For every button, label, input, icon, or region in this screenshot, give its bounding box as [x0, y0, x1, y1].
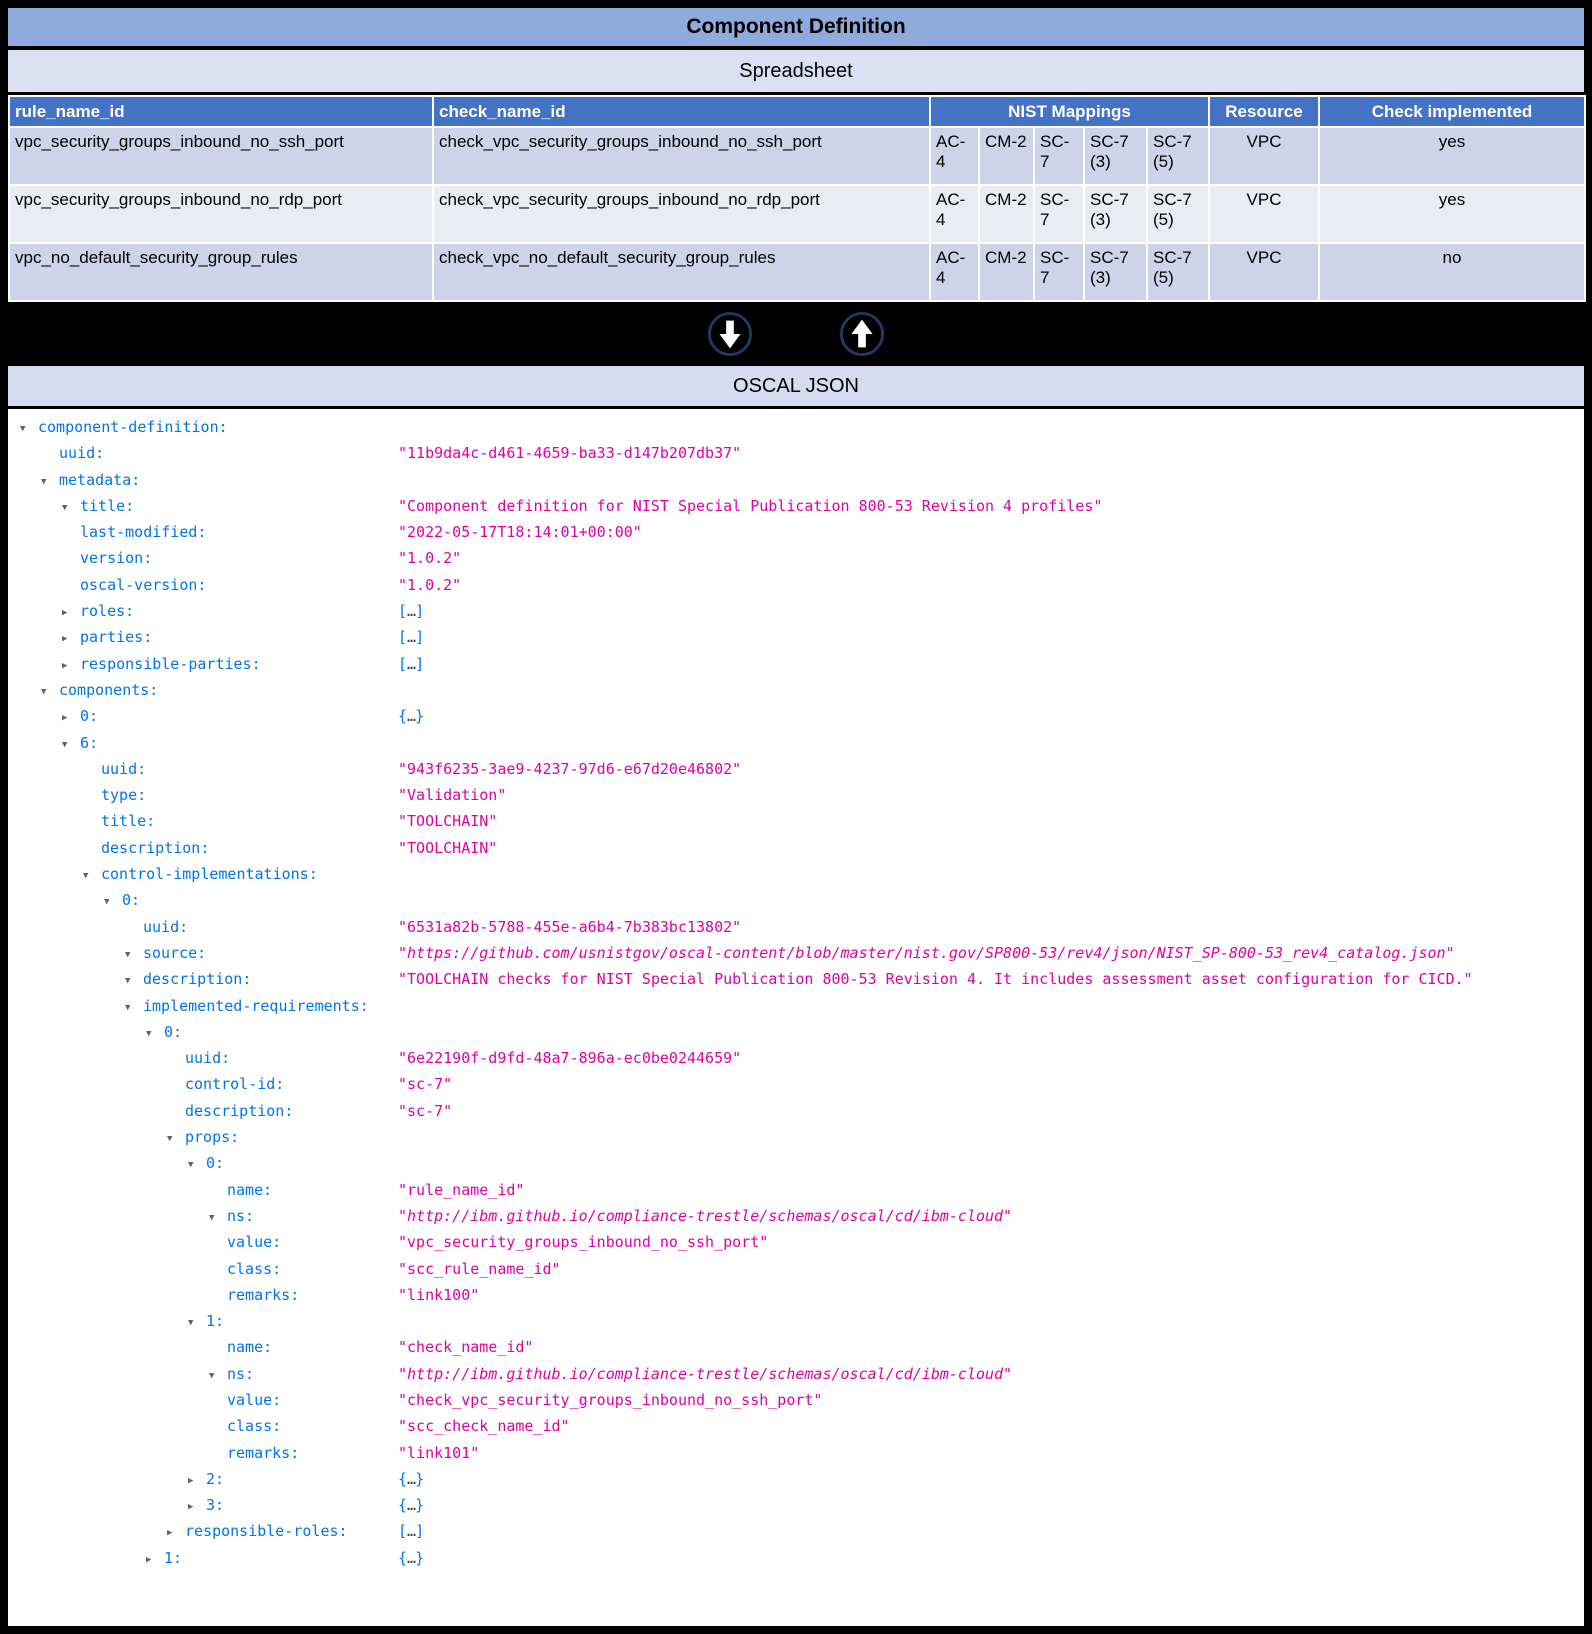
- table-row: [9, 127, 1585, 185]
- json-key: 1:: [206, 1312, 225, 1331]
- expand-twisty-icon[interactable]: ▶: [167, 1528, 173, 1539]
- resource-cell: VPC: [1209, 243, 1319, 301]
- json-value: "11b9da4c-d461-4659-ba33-d147b207db37": [398, 444, 742, 463]
- column-header-resource: Resource: [1209, 96, 1319, 127]
- json-tree-row: [8, 1177, 1584, 1203]
- json-value: "TOOLCHAIN": [398, 812, 498, 831]
- json-key: props:: [185, 1128, 240, 1147]
- json-key: last-modified:: [80, 523, 207, 542]
- nist-mapping-cell: SC-7 (5): [1147, 243, 1209, 301]
- resource-cell: VPC: [1209, 127, 1319, 185]
- json-key: 6:: [80, 733, 99, 752]
- json-value: "https://github.com/usnistgov/oscal-content/blob/master/nist.gov/SP800-53/rev4/json/NIST_SP-800-53_rev4_catalog.json": [398, 943, 1455, 962]
- json-tree-row: [8, 1334, 1584, 1360]
- json-key: 1:: [164, 1548, 183, 1567]
- json-tree-row: [8, 808, 1584, 834]
- json-tree-row: [8, 624, 1584, 650]
- json-tree-row: [8, 1229, 1584, 1255]
- json-value: "http://ibm.github.io/compliance-trestle/schemas/oscal/cd/ibm-cloud": [398, 1206, 1013, 1225]
- json-tree-row: [8, 730, 1584, 756]
- nist-mapping-cell: CM-2: [979, 185, 1034, 243]
- json-key: uuid:: [101, 759, 147, 778]
- json-tree-row: [8, 598, 1584, 624]
- json-tree-row: [8, 440, 1584, 466]
- nist-mapping-cell: SC-7: [1034, 185, 1084, 243]
- json-tree-row: [8, 835, 1584, 861]
- json-tree-row: [8, 545, 1584, 571]
- json-value: "sc-7": [398, 1101, 453, 1120]
- json-value: "link101": [398, 1443, 480, 1462]
- json-key: components:: [59, 680, 159, 699]
- json-key: ns:: [227, 1206, 255, 1225]
- json-key: description:: [101, 838, 210, 857]
- up-arrow-icon: [839, 311, 885, 357]
- json-key: name:: [227, 1180, 273, 1199]
- down-arrow-icon: [707, 311, 753, 357]
- json-key: implemented-requirements:: [143, 996, 369, 1015]
- json-value: "943f6235-3ae9-4237-97d6-e67d20e46802": [398, 759, 742, 778]
- column-header-check-implemented: Check implemented: [1319, 96, 1585, 127]
- nist-mapping-cell: AC-4: [930, 243, 979, 301]
- rule-name-cell: vpc_no_default_security_group_rules: [9, 243, 433, 301]
- expand-twisty-icon[interactable]: ▶: [188, 1502, 194, 1513]
- json-key: title:: [101, 812, 156, 831]
- nist-mapping-cell: CM-2: [979, 127, 1034, 185]
- json-value: "http://ibm.github.io/compliance-trestle/schemas/oscal/cd/ibm-cloud": [398, 1364, 1013, 1383]
- json-tree-row: [8, 1071, 1584, 1097]
- json-tree: [8, 409, 1584, 1626]
- json-key: control-implementations:: [101, 865, 318, 884]
- nist-mapping-cell: AC-4: [930, 185, 979, 243]
- json-key: 0:: [122, 891, 141, 910]
- json-tree-row: [8, 1045, 1584, 1071]
- collapse-twisty-icon[interactable]: ▼: [83, 871, 89, 882]
- json-key: control-id:: [185, 1075, 285, 1094]
- json-key: remarks:: [227, 1443, 300, 1462]
- json-value: "vpc_security_groups_inbound_no_ssh_port": [398, 1233, 769, 1252]
- json-tree-row: [8, 519, 1584, 545]
- json-value: […]: [398, 1522, 425, 1541]
- json-value: "sc-7": [398, 1075, 453, 1094]
- rule-name-cell: vpc_security_groups_inbound_no_ssh_port: [9, 127, 433, 185]
- json-tree-row: [8, 1466, 1584, 1492]
- json-key: 0:: [206, 1154, 225, 1173]
- json-tree-row: [8, 1440, 1584, 1466]
- expand-twisty-icon[interactable]: ▶: [188, 1475, 194, 1486]
- json-tree-row: [8, 651, 1584, 677]
- collapse-twisty-icon[interactable]: ▼: [125, 949, 131, 960]
- collapse-twisty-icon[interactable]: ▼: [20, 424, 26, 434]
- table-header-row: [9, 96, 1585, 127]
- json-tree-row: [8, 1361, 1584, 1387]
- nist-mapping-cell: SC-7 (3): [1084, 243, 1147, 301]
- json-key: parties:: [80, 628, 153, 647]
- expand-twisty-icon[interactable]: ▶: [62, 634, 68, 645]
- collapse-twisty-icon[interactable]: ▼: [209, 1370, 215, 1381]
- json-tree-row: [8, 756, 1584, 782]
- json-value: "Validation": [398, 786, 507, 805]
- nist-mapping-cell: SC-7 (3): [1084, 127, 1147, 185]
- json-key: 0:: [80, 707, 99, 726]
- collapse-twisty-icon[interactable]: ▼: [62, 739, 68, 750]
- nist-mapping-cell: SC-7 (5): [1147, 185, 1209, 243]
- json-tree-row: [8, 1098, 1584, 1124]
- json-tree-row: [8, 1019, 1584, 1045]
- collapse-twisty-icon[interactable]: ▼: [104, 897, 110, 908]
- json-value: "TOOLCHAIN checks for NIST Special Publication 800-53 Revision 4. It includes assessment asset configuration for CICD.": [398, 970, 1473, 989]
- spreadsheet-section-label: Spreadsheet: [8, 50, 1584, 92]
- json-key: source:: [143, 943, 207, 962]
- json-key: 2:: [206, 1469, 225, 1488]
- nist-mapping-cell: SC-7 (5): [1147, 127, 1209, 185]
- json-tree-row: [8, 1545, 1584, 1571]
- json-tree-row: [8, 1282, 1584, 1308]
- json-key: ns:: [227, 1364, 255, 1383]
- json-tree-row: [8, 1413, 1584, 1439]
- json-key: responsible-roles:: [185, 1522, 348, 1541]
- json-tree-row: [8, 1308, 1584, 1334]
- json-tree-row: [8, 1387, 1584, 1413]
- json-key: metadata:: [59, 470, 141, 489]
- json-key: uuid:: [59, 444, 105, 463]
- json-key: type:: [101, 786, 147, 805]
- json-key: roles:: [80, 602, 135, 621]
- column-header-rule-name-id: rule_name_id: [9, 96, 433, 127]
- json-key: 0:: [164, 1022, 183, 1041]
- table-row: [9, 185, 1585, 243]
- json-tree-row: [8, 1150, 1584, 1176]
- json-value: "check_vpc_security_groups_inbound_no_ssh_port": [398, 1390, 823, 1409]
- transfer-band: [8, 302, 1584, 366]
- collapse-twisty-icon[interactable]: ▼: [188, 1160, 194, 1171]
- json-tree-row: [8, 1518, 1584, 1544]
- json-key: uuid:: [185, 1049, 231, 1068]
- json-tree-row: [8, 914, 1584, 940]
- json-tree-row: [8, 993, 1584, 1019]
- json-key: value:: [227, 1233, 282, 1252]
- json-tree-row: [8, 703, 1584, 729]
- json-tree-row: [8, 782, 1584, 808]
- json-value: "1.0.2": [398, 575, 462, 594]
- json-value: {…}: [398, 1548, 425, 1567]
- json-key: uuid:: [143, 917, 189, 936]
- json-value: […]: [398, 628, 425, 647]
- check-implemented-cell: yes: [1319, 127, 1585, 185]
- nist-mapping-cell: SC-7: [1034, 243, 1084, 301]
- column-header-check-name-id: check_name_id: [433, 96, 930, 127]
- json-value: "scc_check_name_id": [398, 1417, 570, 1436]
- json-tree-row: [8, 940, 1584, 966]
- check-name-cell: check_vpc_no_default_security_group_rules: [433, 243, 930, 301]
- json-value: "6531a82b-5788-455e-a6b4-7b383bc13802": [398, 917, 742, 936]
- collapse-twisty-icon[interactable]: ▼: [41, 476, 47, 487]
- column-header-nist-mappings: NIST Mappings: [930, 96, 1209, 127]
- json-tree-row: [8, 572, 1584, 598]
- nist-mapping-cell: SC-7 (3): [1084, 185, 1147, 243]
- json-key: 3:: [206, 1496, 225, 1515]
- json-value: […]: [398, 602, 425, 621]
- json-value: "check_name_id": [398, 1338, 534, 1357]
- json-key: value:: [227, 1390, 282, 1409]
- json-tree-row: [8, 1256, 1584, 1282]
- collapse-twisty-icon[interactable]: ▼: [125, 976, 131, 987]
- json-key: remarks:: [227, 1285, 300, 1304]
- json-value: "link100": [398, 1285, 480, 1304]
- nist-mapping-cell: CM-2: [979, 243, 1034, 301]
- json-tree-row: [8, 861, 1584, 887]
- collapse-twisty-icon[interactable]: ▼: [188, 1318, 194, 1329]
- collapse-twisty-icon[interactable]: ▼: [125, 1002, 131, 1013]
- json-key: description:: [185, 1101, 294, 1120]
- nist-mapping-cell: SC-7: [1034, 127, 1084, 185]
- json-key: version:: [80, 549, 153, 568]
- json-tree-row: [8, 414, 1584, 440]
- table-row: [9, 243, 1585, 301]
- json-key: oscal-version:: [80, 575, 207, 594]
- collapse-twisty-icon[interactable]: ▼: [41, 686, 47, 697]
- json-tree-row: [8, 1203, 1584, 1229]
- json-tree-row: [8, 887, 1584, 913]
- json-value: "rule_name_id": [398, 1180, 525, 1199]
- collapse-twisty-icon[interactable]: ▼: [62, 502, 68, 513]
- check-name-cell: check_vpc_security_groups_inbound_no_ssh_port: [433, 127, 930, 185]
- collapse-twisty-icon[interactable]: ▼: [167, 1134, 173, 1145]
- json-value: "TOOLCHAIN": [398, 838, 498, 857]
- collapse-twisty-icon[interactable]: ▼: [146, 1028, 152, 1039]
- rule-name-cell: vpc_security_groups_inbound_no_rdp_port: [9, 185, 433, 243]
- collapse-twisty-icon[interactable]: ▼: [209, 1212, 215, 1223]
- json-key: name:: [227, 1338, 273, 1357]
- json-key: component-definition:: [38, 418, 228, 436]
- json-key: class:: [227, 1259, 282, 1278]
- nist-mapping-cell: AC-4: [930, 127, 979, 185]
- oscal-json-section-label: OSCAL JSON: [8, 366, 1584, 406]
- json-tree-row: [8, 677, 1584, 703]
- json-value: "6e22190f-d9fd-48a7-896a-ec0be0244659": [398, 1049, 742, 1068]
- json-value: {…}: [398, 707, 425, 726]
- json-value: "Component definition for NIST Special Publication 800-53 Revision 4 profiles": [398, 496, 1103, 515]
- component-definition-title: Component Definition: [8, 8, 1584, 46]
- json-key: description:: [143, 970, 252, 989]
- json-tree-row: [8, 493, 1584, 519]
- json-value: {…}: [398, 1496, 425, 1515]
- json-value: "scc_rule_name_id": [398, 1259, 561, 1278]
- check-implemented-cell: no: [1319, 243, 1585, 301]
- expand-twisty-icon[interactable]: ▶: [62, 713, 68, 724]
- json-tree-row: [8, 1124, 1584, 1150]
- resource-cell: VPC: [1209, 185, 1319, 243]
- expand-twisty-icon[interactable]: ▶: [62, 608, 68, 619]
- json-value: {…}: [398, 1469, 425, 1488]
- expand-twisty-icon[interactable]: ▶: [62, 660, 68, 671]
- json-value: "1.0.2": [398, 549, 462, 568]
- json-key: responsible-parties:: [80, 654, 261, 673]
- check-implemented-cell: yes: [1319, 185, 1585, 243]
- json-value: "2022-05-17T18:14:01+00:00": [398, 523, 642, 542]
- json-tree-row: [8, 1492, 1584, 1518]
- expand-twisty-icon[interactable]: ▶: [146, 1554, 152, 1565]
- json-value: […]: [398, 654, 425, 673]
- spreadsheet-table: [8, 95, 1586, 302]
- json-key: class:: [227, 1417, 282, 1436]
- check-name-cell: check_vpc_security_groups_inbound_no_rdp_port: [433, 185, 930, 243]
- json-tree-row: [8, 966, 1584, 992]
- json-key: title:: [80, 496, 135, 515]
- json-tree-row: [8, 467, 1584, 493]
